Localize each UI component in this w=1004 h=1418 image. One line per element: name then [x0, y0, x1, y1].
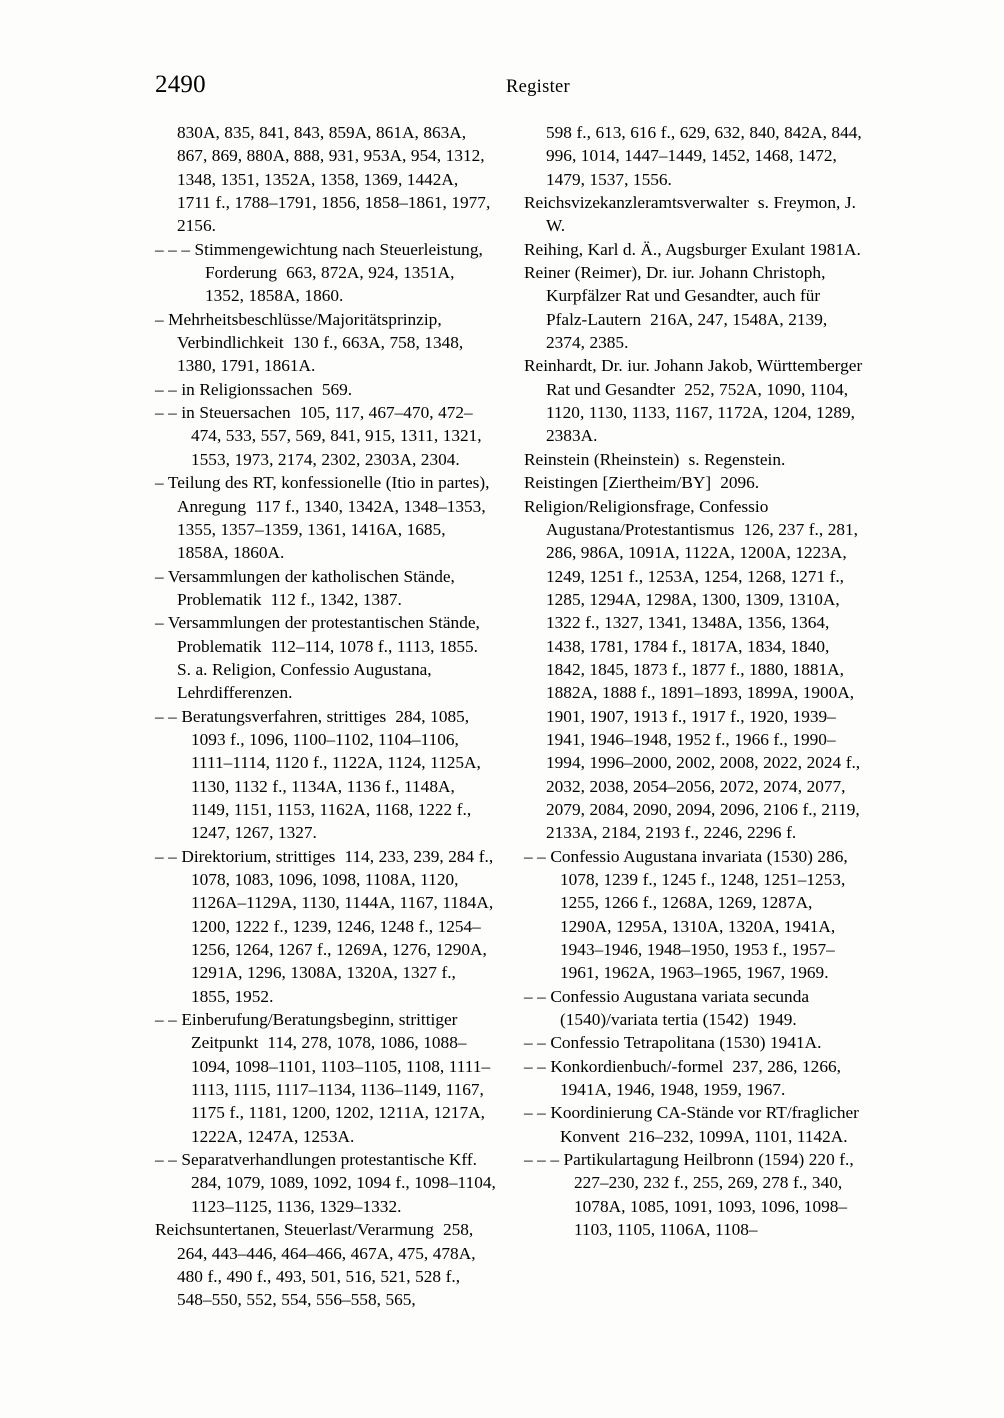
index-entry: – Versammlungen der katholischen Stände, Problematik 112 f., 1342, 1387. [155, 566, 460, 609]
index-entry: – – Confessio Augustana variata secunda (1540)/variata tertia (1542) 1949. [524, 986, 814, 1030]
index-entry: – – in Steuersachen 105, 117, 467–470, 472–474, 533, 557, 569, 841, 915, 1311, 1321, 1553, 1973, 2174, 2302, 2303A, 2304. [155, 403, 487, 469]
index-entry: Reihing, Karl d. Ä., Augsburger Exulant 1981A. [524, 239, 861, 259]
index-entry: – – Einberufung/Beratungsbeginn, strittiger Zeitpunkt 114, 278, 1078, 1086, 1088–1094, 1098–1101, 1103–1105, 1108, 1111–1113, 1115, 1117–1134, 1136–1149, 1167, 1175 f., 1181, 1200, 1202, 1211A, 1217A, 1222A, 1247A, 1253A. [155, 1010, 491, 1146]
index-entry: 830A, 835, 841, 843, 859A, 861A, 863A, 867, 869, 880A, 888, 931, 953A, 954, 1312, 1348, 1351, 1352A, 1358, 1369, 1442A, 1711 f., 1788–1791, 1856, 1858–1861, 1977, 2156. [177, 123, 495, 236]
index-entry: Religion/Religionsfrage, Confessio Augustana/Protestantismus 126, 237 f., 281, 286, 986A, 1091A, 1122A, 1200A, 1223A, 1249, 1251 f., 1253A, 1254, 1268, 1271 f., 1285, 1294A, 1298A, 1300, 1309, 1310A, 1322 f., 1327, 1341, 1348A, 1356, 1364, 1438, 1781, 1784 f., 1817A, 1834, 1840, 1842, 1845, 1873 f., 1877 f., 1880, 1881A, 1882A, 1888 f., 1891–1893, 1899A, 1900A, 1901, 1907, 1913 f., 1917 f., 1920, 1939–1941, 1946–1948, 1952 f., 1966 f., 1990–1994, 1996–2000, 2002, 2008, 2022, 2024 f., 2032, 2038, 2054–2056, 2072, 2074, 2077, 2079, 2084, 2090, 2094, 2096, 2106 f., 2119, 2133A, 2184, 2193 f., 2246, 2296 f. [524, 496, 865, 843]
index-entry: – – Konkordienbuch/-formel 237, 286, 1266, 1941A, 1946, 1948, 1959, 1967. [524, 1056, 846, 1100]
index-entry: Reichsuntertanen, Steuerlast/Verarmung 258, 264, 443–446, 464–466, 467A, 475, 478A, 480 f., 490 f., 493, 501, 516, 521, 528 f., 548–550, 552, 554, 556–558, 565, [155, 1220, 481, 1310]
index-entry: – Mehrheitsbeschlüsse/Majoritätsprinzip, Verbindlichkeit 130 f., 663A, 758, 1348, 1380, 1791, 1861A. [155, 309, 468, 376]
index-entry: Reiner (Reimer), Dr. iur. Johann Christoph, Kurpfälzer Rat und Gesandter, auch für Pfalz-Lautern 216A, 247, 1548A, 2139, 2374, 2385. [524, 263, 832, 353]
index-entry: Reichsvizekanzleramtsverwalter s. Freymon, J. W. [524, 193, 861, 236]
index-columns [155, 121, 865, 1312]
index-entry: – – in Religionssachen 569. [155, 379, 353, 399]
index-entry: – Versammlungen der protestantischen Stände, Problematik 112–114, 1078 f., 1113, 1855. S. a. Religion, Confessio Augustana, Lehrdifferenzen. [155, 613, 492, 703]
right-column [524, 121, 865, 1312]
index-entry: – – Separatverhandlungen protestantische Kff. 284, 1079, 1089, 1092, 1094 f., 1098–1104, 1123–1125, 1136, 1329–1332. [155, 1150, 501, 1216]
index-entry: – Teilung des RT, konfessionelle (Itio in partes), Anregung 117 f., 1340, 1342A, 1348–1353, 1355, 1357–1359, 1361, 1416A, 1685, 1858A, 1860A. [155, 473, 494, 563]
page-number: 2490 [155, 71, 206, 98]
index-entry: 598 f., 613, 616 f., 629, 632, 840, 842A, 844, 996, 1014, 1447–1449, 1452, 1468, 1472, 1479, 1537, 1556. [546, 123, 867, 189]
index-entry: Reinstein (Rheinstein) s. Regenstein. [524, 449, 786, 469]
index-entry: – – Confessio Augustana invariata (1530) 286, 1078, 1239 f., 1245 f., 1248, 1251–1253, 1255, 1266 f., 1268A, 1269, 1287A, 1290A, 1295A, 1310A, 1320A, 1941A, 1943–1946, 1948–1950, 1953 f., 1957–1961, 1962A, 1963–1965, 1967, 1969. [524, 846, 853, 983]
left-column [155, 121, 501, 1312]
index-entry: – – Confessio Tetrapolitana (1530) 1941A. [524, 1033, 822, 1053]
index-entry: – – – Stimmengewichtung nach Steuerleistung, Forderung 663, 872A, 924, 1351A, 1352, 1858A, 1860. [155, 239, 488, 306]
index-entry: – – Direktorium, strittiges 114, 233, 239, 284 f., 1078, 1083, 1096, 1098, 1108A, 1120, 1126A–1129A, 1130, 1144A, 1167, 1184A, 1200, 1222 f., 1239, 1246, 1248 f., 1254–1256, 1264, 1267 f., 1269A, 1276, 1290A, 1291A, 1296, 1308A, 1320A, 1327 f., 1855, 1952. [155, 846, 498, 1006]
index-entry: – – Beratungsverfahren, strittiges 284, 1085, 1093 f., 1096, 1100–1102, 1104–1106, 1111–1114, 1120 f., 1122A, 1124, 1125A, 1130, 1132 f., 1134A, 1136 f., 1148A, 1149, 1151, 1153, 1162A, 1168, 1222 f., 1247, 1267, 1327. [155, 706, 486, 843]
index-entry: Reinhardt, Dr. iur. Johann Jakob, Württemberger Rat und Gesandter 252, 752A, 1090, 1104, 1120, 1130, 1133, 1167, 1172A, 1204, 1289, 2383A. [524, 356, 867, 446]
index-entry: – – Koordinierung CA-Stände vor RT/fraglicher Konvent 216–232, 1099A, 1101, 1142A. [524, 1103, 864, 1146]
running-head [155, 72, 855, 102]
index-entry: – – – Partikulartagung Heilbronn (1594) 220 f., 227–230, 232 f., 255, 269, 278 f., 340, 1078A, 1085, 1091, 1093, 1096, 1098–1103, 1105, 1106A, 1108– [524, 1150, 859, 1240]
index-entry: Reistingen [Ziertheim/BY] 2096. [524, 473, 760, 493]
running-title: Register [505, 77, 570, 97]
